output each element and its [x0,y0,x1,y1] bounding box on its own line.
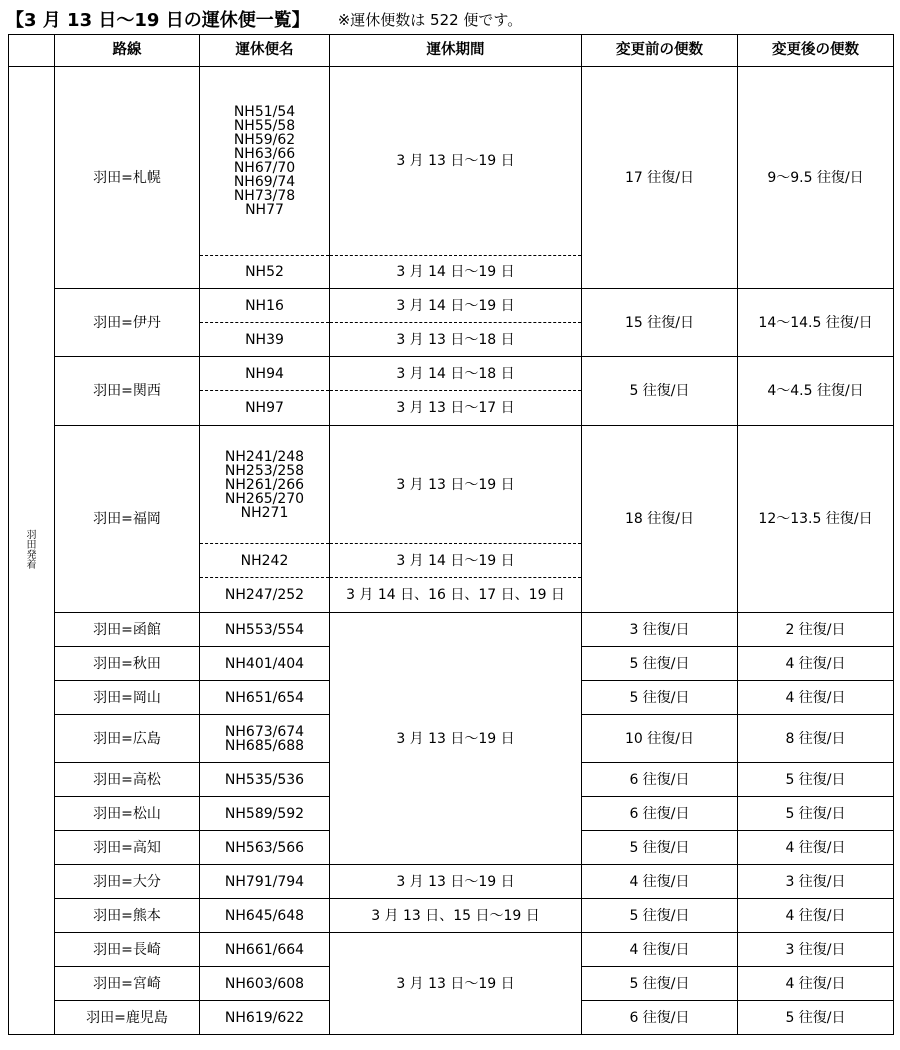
flight-number: NH97 [200,391,330,426]
route-name: 羽田=岡山 [55,681,200,715]
flight-number: NH94 [200,357,330,391]
flights-after: 4～4.5 往復/日 [738,357,894,426]
header-flight: 運休便名 [200,35,330,67]
flights-before: 6 往復/日 [582,763,738,797]
flight-number: NH39 [200,323,330,357]
flights-before: 6 往復/日 [582,1001,738,1035]
flights-after: 4 往復/日 [738,831,894,865]
flight-list: NH51/54 NH55/58 NH59/62 NH63/66 NH67/70 NH69/74 NH73/78 NH77 [200,67,330,256]
suspension-table [8,34,894,1035]
suspension-period: 3 月 13 日～19 日 [330,865,582,899]
flight-list: NH241/248 NH253/258 NH261/266 NH265/270 NH271 [200,426,330,544]
route-name: 羽田=鹿児島 [55,1001,200,1035]
header-before: 変更前の便数 [582,35,738,67]
suspension-period: 3 月 13 日～18 日 [330,323,582,357]
route-name: 羽田=宮崎 [55,967,200,1001]
route-name: 羽田=大分 [55,865,200,899]
flights-after: 8 往復/日 [738,715,894,763]
header-period: 運休期間 [330,35,582,67]
header-blank [9,35,55,67]
suspension-period: 3 月 14 日～18 日 [330,357,582,391]
table-row [9,865,894,899]
flight-number: NH589/592 [200,797,330,831]
flights-before: 5 往復/日 [582,899,738,933]
flights-after: 14～14.5 往復/日 [738,289,894,357]
flights-before: 5 往復/日 [582,647,738,681]
flights-before: 5 往復/日 [582,681,738,715]
title-bar [6,4,522,34]
flights-after: 5 往復/日 [738,1001,894,1035]
flight-number: NH401/404 [200,647,330,681]
suspension-period: 3 月 14 日、16 日、17 日、19 日 [330,578,582,613]
flights-after: 4 往復/日 [738,647,894,681]
suspension-period: 3 月 14 日～19 日 [330,256,582,289]
route-name: 羽田=札幌 [55,67,200,289]
route-name: 羽田=高松 [55,763,200,797]
table-row [9,67,894,256]
suspension-period: 3 月 14 日～19 日 [330,544,582,578]
route-name: 羽田=長崎 [55,933,200,967]
flights-before: 3 往復/日 [582,613,738,647]
flight-number: NH553/554 [200,613,330,647]
flight-number: NH645/648 [200,899,330,933]
table-row [9,426,894,544]
flight-number: NH651/654 [200,681,330,715]
flight-number: NH619/622 [200,1001,330,1035]
flights-after: 3 往復/日 [738,865,894,899]
route-name: 羽田=関西 [55,357,200,426]
table-row [9,933,894,967]
flight-list: NH673/674 NH685/688 [200,715,330,763]
flights-after: 5 往復/日 [738,763,894,797]
flights-after: 4 往復/日 [738,967,894,1001]
flights-before: 15 往復/日 [582,289,738,357]
table-row [9,613,894,647]
flights-before: 4 往復/日 [582,865,738,899]
suspension-period: 3 月 13 日～19 日 [330,67,582,256]
flights-after: 2 往復/日 [738,613,894,647]
flights-before: 5 往復/日 [582,357,738,426]
flights-before: 18 往復/日 [582,426,738,613]
flight-number: NH661/664 [200,933,330,967]
suspension-period: 3 月 13 日～19 日 [330,426,582,544]
table-row [9,289,894,323]
haneda-side-label: 羽 田 発 着 [9,67,55,1035]
flights-after: 4 往復/日 [738,681,894,715]
route-name: 羽田=函館 [55,613,200,647]
header-route: 路線 [55,35,200,67]
suspension-period: 3 月 14 日～19 日 [330,289,582,323]
flights-before: 4 往復/日 [582,933,738,967]
flights-before: 5 往復/日 [582,967,738,1001]
flight-number: NH535/536 [200,763,330,797]
flight-number: NH563/566 [200,831,330,865]
route-name: 羽田=広島 [55,715,200,763]
flight-number: NH603/608 [200,967,330,1001]
route-name: 羽田=高知 [55,831,200,865]
flight-number: NH52 [200,256,330,289]
flights-before: 17 往復/日 [582,67,738,289]
flights-before: 6 往復/日 [582,797,738,831]
suspension-period: 3 月 13 日～17 日 [330,391,582,426]
header-after: 変更後の便数 [738,35,894,67]
flight-number: NH791/794 [200,865,330,899]
flight-number: NH16 [200,289,330,323]
flights-before: 10 往復/日 [582,715,738,763]
flights-before: 5 往復/日 [582,831,738,865]
flights-after: 3 往復/日 [738,933,894,967]
table-header-row [9,35,894,67]
route-name: 羽田=伊丹 [55,289,200,357]
route-name: 羽田=松山 [55,797,200,831]
flights-after: 5 往復/日 [738,797,894,831]
total-suspended-note: ※運休便数は 522 便です。 [337,10,523,29]
table-row [9,899,894,933]
flights-after: 4 往復/日 [738,899,894,933]
flights-after: 12～13.5 往復/日 [738,426,894,613]
flight-number: NH242 [200,544,330,578]
suspension-period: 3 月 13 日～19 日 [330,933,582,1035]
route-name: 羽田=熊本 [55,899,200,933]
suspension-period: 3 月 13 日、15 日～19 日 [330,899,582,933]
page-title: 【3 月 13 日～19 日の運休便一覧】 [6,10,310,31]
route-name: 羽田=福岡 [55,426,200,613]
flights-after: 9～9.5 往復/日 [738,67,894,289]
table-row [9,357,894,391]
suspension-period: 3 月 13 日～19 日 [330,613,582,865]
flight-number: NH247/252 [200,578,330,613]
route-name: 羽田=秋田 [55,647,200,681]
